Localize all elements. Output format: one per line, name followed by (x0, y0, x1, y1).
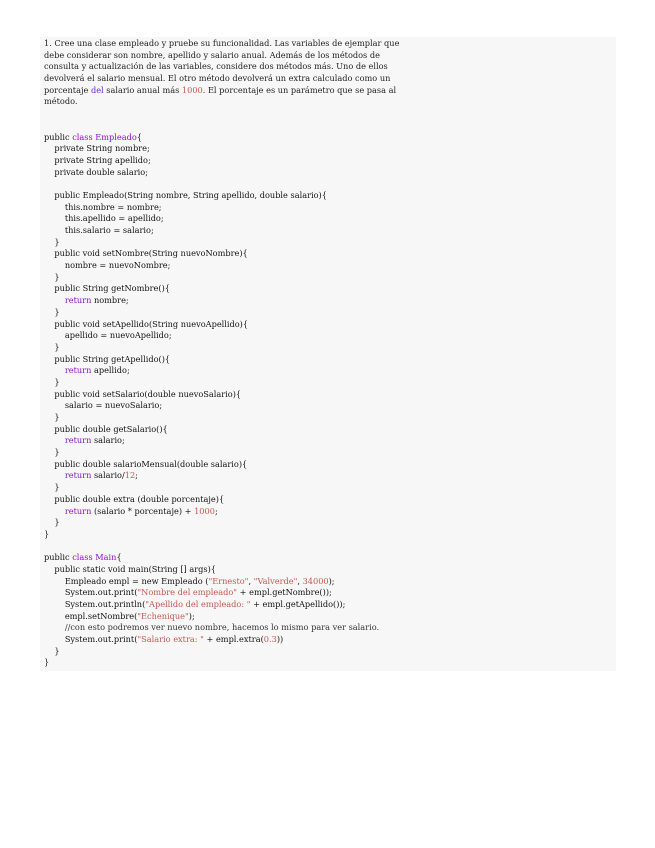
code-line (44, 389, 616, 401)
statement-line (44, 96, 616, 108)
statement-line (44, 38, 616, 50)
code-line-segment: public static void main(String [] args){ (44, 563, 216, 574)
code-line-segment: 12 (124, 470, 136, 481)
code-line (44, 634, 616, 646)
code-line-segment: salario = nuevoSalario; (44, 400, 163, 411)
code-line-segment: private double salario; (44, 166, 148, 177)
code-line-segment: , (248, 575, 254, 586)
code-line (44, 237, 616, 249)
code-line (44, 564, 616, 576)
statement-line-segment: . El porcentaje es un parámetro que se pasa al (202, 84, 397, 95)
statement-line-segment: 1. Cree una clase empleado y pruebe su funcionalidad. Las variables de ejemplar que (44, 38, 400, 48)
statement-line (44, 50, 616, 62)
code-line (44, 424, 616, 436)
code-line-segment: public double extra (double porcentaje){ (44, 493, 225, 504)
code-line (44, 599, 616, 611)
code-line-segment: apellido = nuevoApellido; (44, 330, 172, 341)
statement-line-segment: método. (44, 96, 78, 107)
statement-line (44, 85, 616, 97)
code-line (44, 657, 616, 669)
code-line-segment: } (44, 645, 60, 656)
code-line-segment: )) (276, 634, 284, 645)
code-line-segment: public (44, 131, 73, 142)
code-line (44, 377, 616, 389)
code-line-segment: } (44, 412, 60, 422)
code-line (44, 552, 616, 564)
code-line-segment: } (44, 517, 60, 528)
code-line (44, 178, 616, 190)
code-line-segment: "Apellido del empleado: " (145, 599, 251, 609)
code-line-segment: Main (95, 552, 117, 563)
code-line-segment: nombre = nuevoNombre; (44, 260, 171, 271)
code-line-segment: "Echenique" (137, 610, 189, 621)
code-line-segment: (salario * porcentaje) + (91, 505, 195, 516)
code-line-segment: } (44, 482, 60, 493)
code-listing (44, 108, 616, 669)
code-line-segment: salario/ (91, 470, 125, 481)
code-line (44, 541, 616, 553)
code-line-segment: System.out.print( (44, 587, 138, 598)
code-line (44, 248, 616, 260)
code-line-segment: public String getNombre(){ (44, 283, 170, 294)
code-line (44, 120, 616, 132)
code-line (44, 611, 616, 623)
code-line-segment: this.nombre = nombre; (44, 201, 162, 212)
code-line-segment: salario; (91, 435, 125, 446)
code-line-segment: System.out.println( (44, 599, 146, 609)
code-line-segment: + empl.getApellido()); (250, 599, 346, 609)
statement-line-segment: porcentaje (44, 84, 91, 95)
code-line (44, 283, 616, 295)
code-line (44, 517, 616, 529)
code-line-segment: } (44, 447, 60, 458)
code-line (44, 167, 616, 179)
code-line (44, 587, 616, 599)
statement-line-segment: debe considerar son nombre, apellido y salario anual. Además de los métodos de (44, 49, 380, 60)
code-line-segment: class (72, 131, 93, 142)
code-line-segment: return (64, 365, 92, 376)
code-line-segment: public String getApellido(){ (44, 353, 171, 364)
code-line-segment: return (64, 470, 92, 481)
code-line (44, 435, 616, 447)
code-line (44, 470, 616, 482)
code-line-segment: private String apellido; (44, 154, 151, 165)
code-line-segment: } (44, 341, 60, 352)
code-line (44, 155, 616, 167)
code-line (44, 576, 616, 588)
code-line-segment: System.out.print( (44, 634, 138, 645)
code-line (44, 365, 616, 377)
code-line-segment: + empl.getNombre()); (237, 587, 332, 598)
code-line (44, 272, 616, 284)
code-line (44, 342, 616, 354)
code-line-segment: apellido; (91, 365, 130, 376)
code-line-segment: "Valverde" (253, 575, 298, 586)
code-line (44, 295, 616, 307)
code-line (44, 190, 616, 202)
statement-line-segment: 1000 (181, 84, 203, 95)
code-line-segment: "Ernesto" (208, 575, 249, 586)
document-block (40, 37, 616, 671)
code-line-segment: "Nombre del empleado" (137, 587, 238, 598)
code-line-segment: empl.setNombre( (44, 610, 138, 621)
code-line-segment: } (44, 376, 60, 387)
code-line-segment: } (44, 271, 60, 282)
code-line (44, 400, 616, 412)
code-line (44, 225, 616, 237)
code-line-segment: private String nombre; (44, 143, 150, 154)
code-line-segment: ; (214, 505, 218, 516)
code-line (44, 412, 616, 424)
code-line (44, 202, 616, 214)
code-line (44, 529, 616, 541)
code-line-segment: "Salario extra: " (137, 634, 204, 645)
statement-line-segment: del (90, 84, 104, 95)
code-line-segment: public double salarioMensual(double salario){ (44, 458, 248, 469)
code-line-segment: ); (328, 575, 335, 586)
statement-line (44, 61, 616, 73)
code-line-segment: } (44, 528, 50, 539)
code-line-segment: ); (188, 610, 195, 621)
code-line-segment: , (297, 575, 303, 586)
code-line (44, 330, 616, 342)
code-line-segment: public double getSalario(){ (44, 423, 168, 434)
code-line-segment: Empleado empl = new Empleado ( (44, 575, 209, 586)
code-line (44, 213, 616, 225)
code-line-segment: 0.3 (263, 634, 277, 645)
code-line-segment: //con esto podremos ver nuevo nombre, hacemos lo mismo para ver salario. (44, 622, 380, 633)
code-line-segment: } (44, 657, 50, 668)
code-line-segment: ; (135, 470, 138, 481)
code-line-segment: } (44, 236, 60, 247)
code-line-segment (44, 506, 65, 516)
code-line-segment: + empl.extra( (203, 634, 264, 645)
code-line (44, 108, 616, 120)
code-line (44, 319, 616, 331)
code-line (44, 459, 616, 471)
code-line-segment: return (64, 295, 92, 306)
code-line-segment: { (136, 131, 143, 142)
code-line-segment: return (64, 505, 92, 516)
code-line-segment: public Empleado(String nombre, String apellido, double salario){ (44, 189, 327, 200)
code-line (44, 506, 616, 518)
code-line-segment: } (44, 306, 60, 317)
statement-line (44, 73, 616, 85)
code-line-segment (44, 435, 65, 445)
code-line-segment: Empleado (95, 131, 137, 142)
code-line-segment: { (116, 552, 122, 563)
code-line (44, 132, 616, 144)
code-line-segment: public (44, 552, 73, 563)
code-line-segment: public void setNombre(String nuevoNombre){ (44, 248, 248, 259)
code-line-segment (44, 365, 65, 375)
code-line-segment: nombre; (91, 295, 129, 306)
code-line (44, 354, 616, 366)
code-line-segment: this.apellido = apellido; (44, 213, 164, 224)
code-line-segment: 34000 (302, 575, 329, 586)
code-line-segment: 1000 (194, 505, 215, 516)
code-line-segment: return (64, 435, 92, 446)
code-line-segment: public void setApellido(String nuevoApellido){ (44, 318, 249, 329)
code-line (44, 646, 616, 658)
code-line (44, 260, 616, 272)
statement-line-segment: devolverá el salario mensual. El otro método devolverá un extra calculado como un (44, 73, 391, 84)
exercise-statement (44, 38, 616, 108)
code-line (44, 447, 616, 459)
code-line-segment: this.salario = salario; (44, 225, 154, 235)
code-line-segment: public void setSalario(double nuevoSalario){ (44, 388, 242, 399)
code-line (44, 307, 616, 319)
code-line (44, 482, 616, 494)
code-line (44, 622, 616, 634)
code-line (44, 143, 616, 155)
code-line-segment (44, 295, 65, 305)
statement-line-segment: salario anual más (103, 84, 182, 95)
statement-line-segment: consulta y actualización de las variables, considere dos métodos más. Uno de ellos (44, 61, 388, 72)
code-line-segment: class (72, 552, 93, 563)
code-line-segment (44, 470, 65, 480)
code-line (44, 494, 616, 506)
